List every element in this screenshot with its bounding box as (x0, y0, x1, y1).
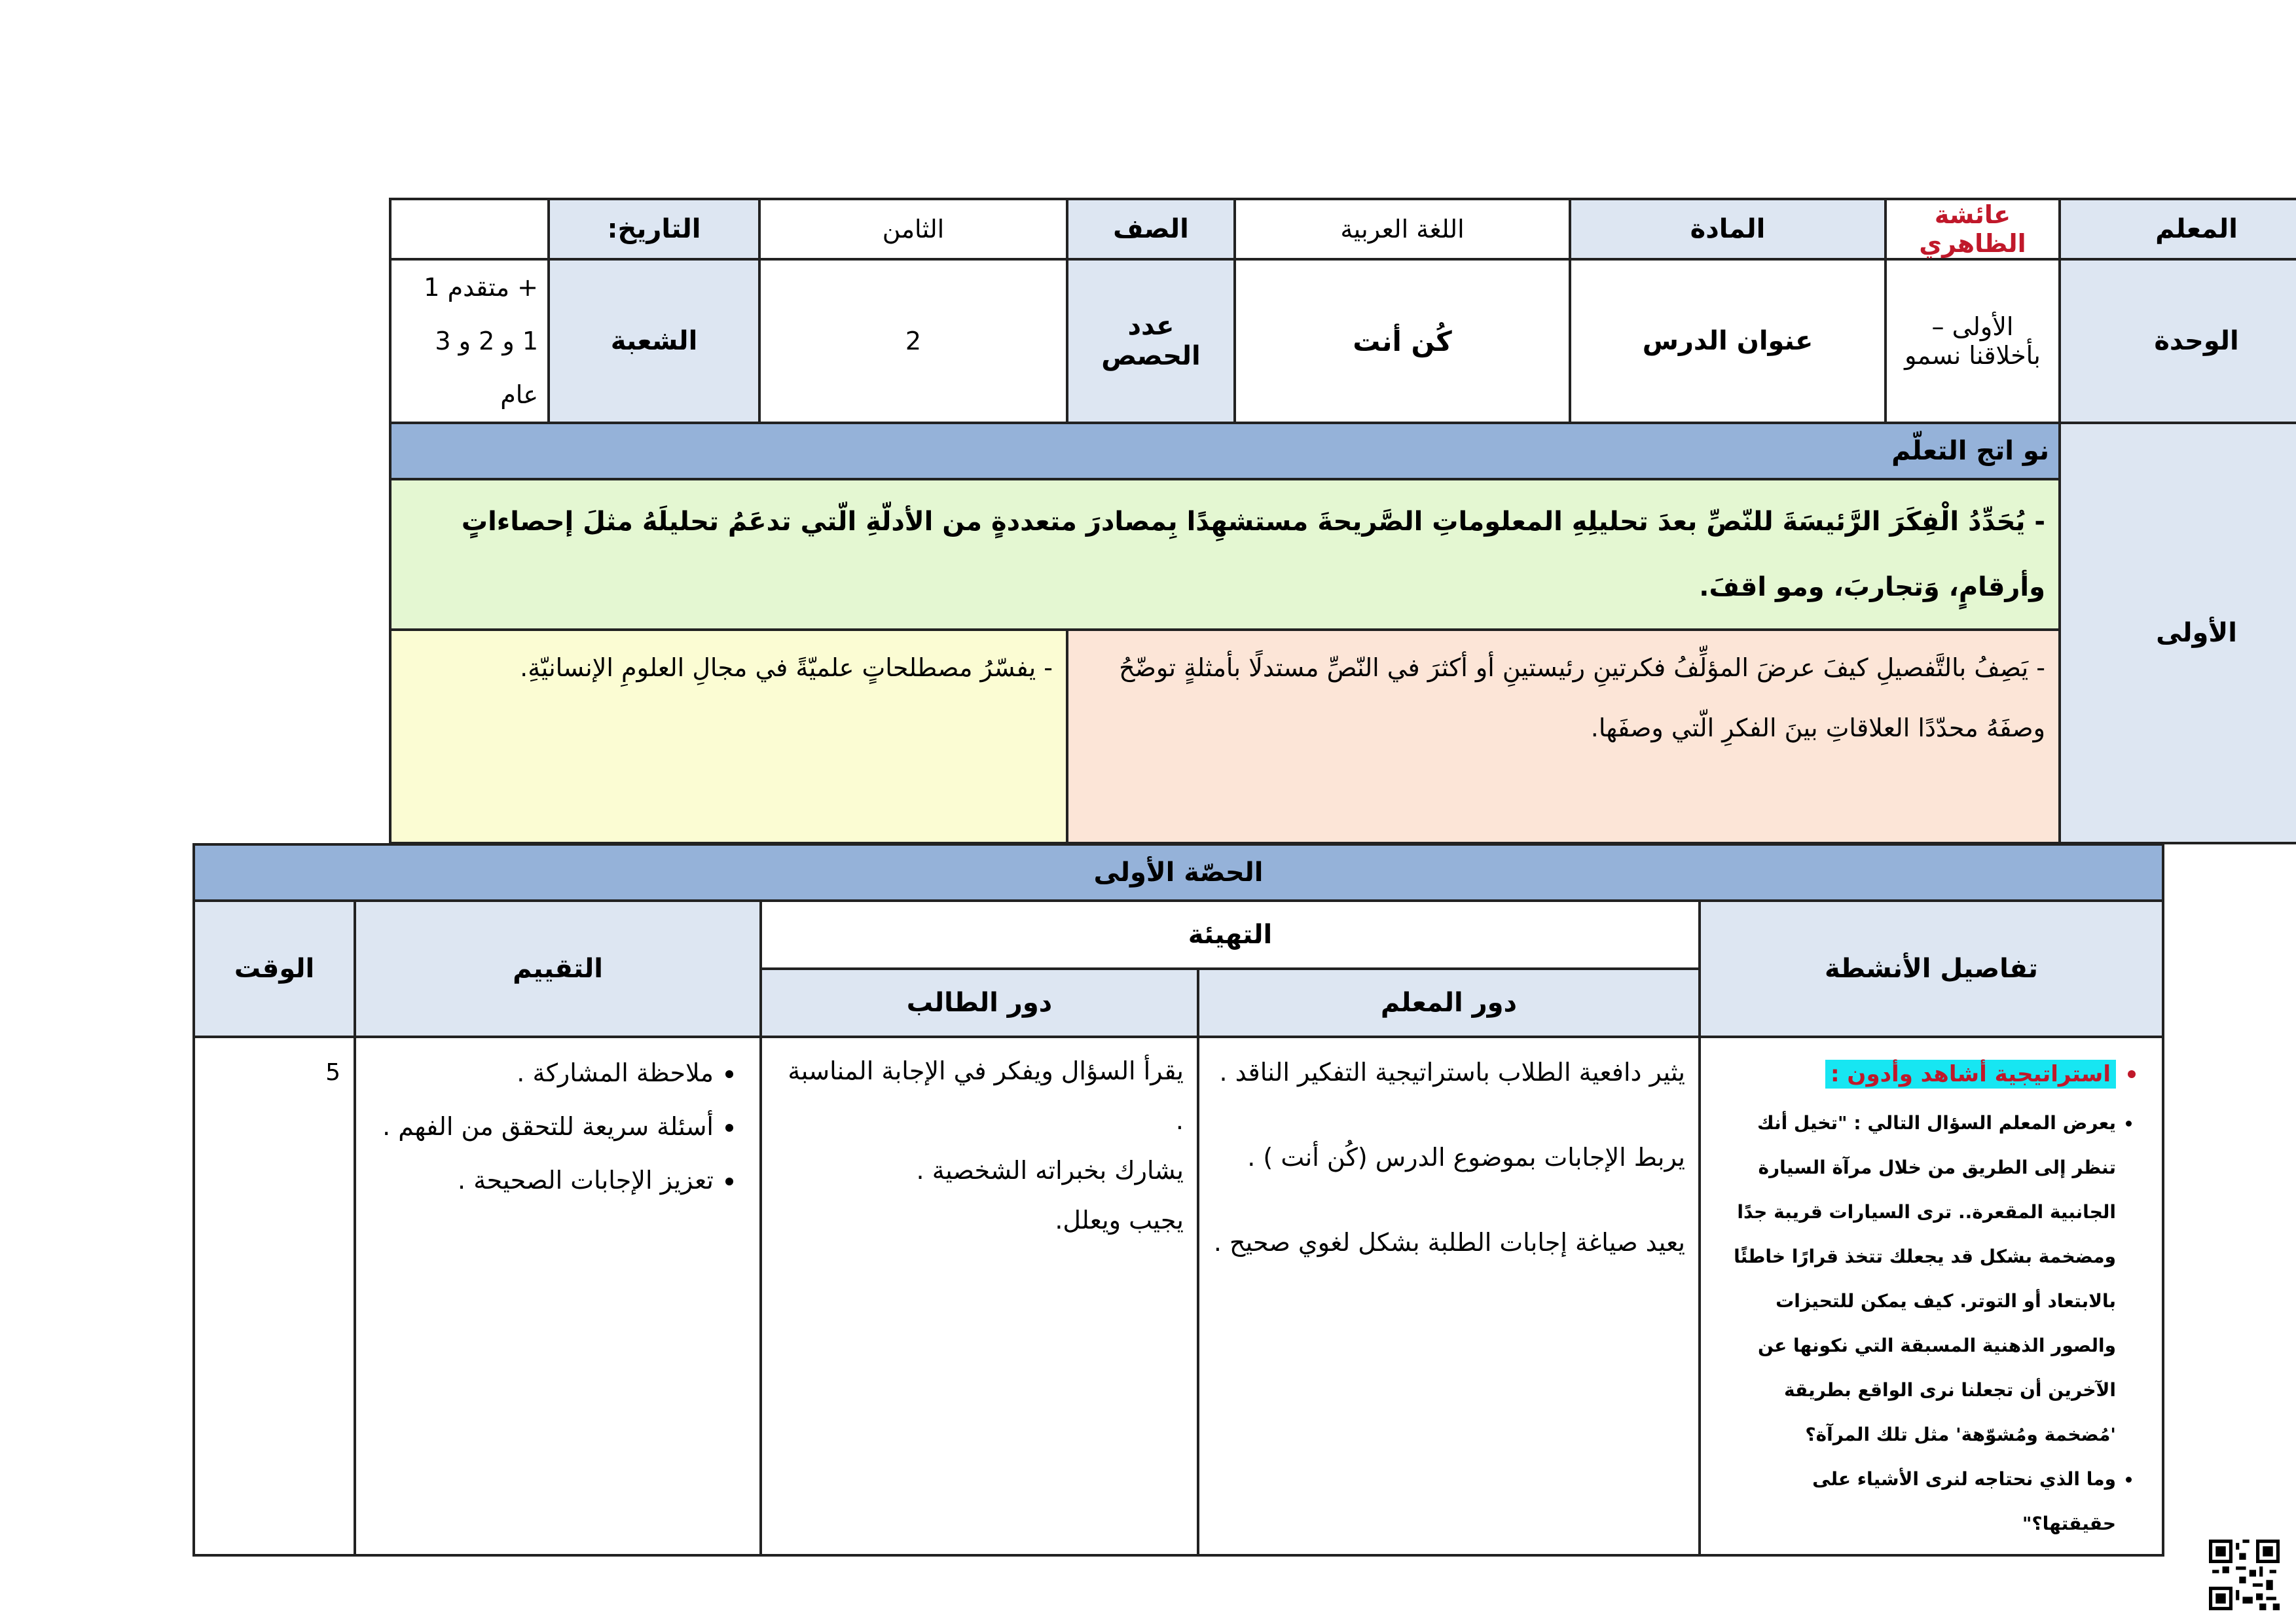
student-role-cell (761, 1037, 1198, 1555)
assessment-item: • ملاحظة المشاركة . (369, 1046, 714, 1100)
unit-label: الوحدة (2060, 259, 2296, 423)
assessment-header: التقييم (355, 901, 761, 1037)
lesson-period-table (192, 843, 2164, 1557)
teacher-role-cell (1198, 1037, 1700, 1555)
date-value (390, 199, 549, 259)
student-step-2: يشارك بخبراته الشخصية . (916, 1156, 1184, 1185)
student-step-3: يجيب ويعلل. (1055, 1206, 1184, 1235)
warmup-header: التهيئة (761, 901, 1700, 969)
subject-label: المادة (1570, 199, 1886, 259)
strategy-item (1714, 1046, 2116, 1101)
unit-value: الأولى – بأخلاقنا نسمو (1886, 259, 2060, 423)
grade-label: الصف (1067, 199, 1235, 259)
time-value: 5 (194, 1037, 355, 1555)
assessment-cell (355, 1037, 761, 1555)
time-header: الوقت (194, 901, 355, 1037)
section-label: الشعبة (549, 259, 759, 423)
outcome-3: - يفسّرُ مصطلحاتٍ علميّةً في مجالِ العلومِ الإنسانيّةِ. (390, 630, 1067, 843)
activity-followup: • وما الذي نحتاجه لنرى الأشياء على حقيقتها؟" (1714, 1457, 2116, 1546)
date-label: التاريخ: (549, 199, 759, 259)
lesson-info-table (192, 198, 2296, 844)
teacher-step-3: يعيد صياغة إجابات الطلبة بشكل لغوي صحيح . (1213, 1228, 1685, 1257)
periods-value: 2 (759, 259, 1067, 423)
assessment-item: • تعزيز الإجابات الصحيحة . (369, 1153, 714, 1207)
section-value: + متقدم 1 1 و 2 و 3 عام (390, 259, 549, 423)
lesson-title-value: كُن أنت (1235, 259, 1570, 423)
outcomes-title: نو اتج التعلّم (390, 423, 2060, 479)
teacher-step-2: يربط الإجابات بموضوع الدرس (كُن أنت ) . (1247, 1143, 1685, 1172)
qr-code-icon (2209, 1540, 2280, 1610)
student-step-1: يقرأ السؤال ويفكر في الإجابة المناسبة . (788, 1056, 1184, 1135)
teacher-step-1: يثير دافعية الطلاب باستراتيجية التفكير الناقد . (1219, 1058, 1685, 1087)
teacher-label: المعلم (2060, 199, 2296, 259)
assessment-item: • أسئلة سريعة للتحقق من الفهم . (369, 1100, 714, 1153)
subject-value: اللغة العربية (1235, 199, 1570, 259)
outcome-2: - يَصِفُ بالتَّفصيلِ كيفَ عرضَ المؤلِّفُ فكرتينِ رئيستينِ أو أكثرَ في النّصِّ مستدلًا بأمثلةٍ توضّحُ وصفَهُ محدّدًا العلاقاتِ بينَ الفكرِ الّتي وصفَها. (1067, 630, 2060, 843)
periods-label: عدد الحصص (1067, 259, 1235, 423)
strategy-label: استراتيجية أشاهد وأدون : (1825, 1060, 2116, 1089)
grade-value: الثامن (759, 199, 1067, 259)
activities-header: تفاصيل الأنشطة (1700, 901, 2163, 1037)
period-title: الحصّة الأولى (194, 844, 2163, 901)
activity-question: • يعرض المعلم السؤال التالي : "تخيل أنك تنظر إلى الطريق من خلال مرآة السيارة الجانبية المقعرة.. ترى السيارات قريبة جدًا ومضخمة بشكل قد يجعلك تتخذ قرارًا خاطئًا بالابتعاد أو التوتر. كيف يمكن للتحيزات والصور الذهنية المسبقة التي نكونها عن الآخرين أن تجعلنا نرى الواقع بطريقة 'مُضخمة ومُشوّهة' مثل تلك المرآة؟ (1714, 1101, 2116, 1457)
teacher-role-header: دور المعلم (1198, 969, 1700, 1037)
outcome-1: - يُحَدِّدُ الْفِكَرَ الرَّئيسَةَ للنّصِّ بعدَ تحليلِهِ المعلوماتِ الصَّريحةَ مستشهِدًا بِمصادرَ متعددةٍ من الأدلّةِ الّتي تدعَمُ تحليلَهُ مثلَ إحصاءاتٍ وأرقامٍ، وَتجاربَ، ومو اقفَ. (390, 479, 2060, 630)
lesson-title-label: عنوان الدرس (1570, 259, 1886, 423)
teacher-name: عائشة الظاهري (1886, 199, 2060, 259)
activity-details (1700, 1037, 2163, 1555)
outcomes-side-label: الأولى (2060, 423, 2296, 843)
student-role-header: دور الطالب (761, 969, 1198, 1037)
